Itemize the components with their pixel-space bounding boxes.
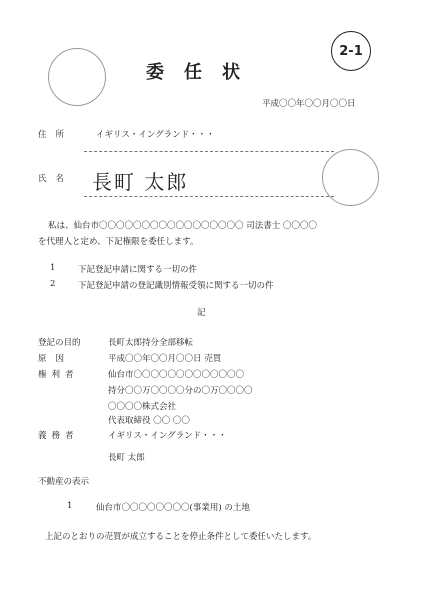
rights-holder-line-4: 代表取締役 〇〇 〇〇: [108, 416, 190, 426]
address-value: イギリス・イングランド・・・: [96, 130, 215, 140]
address-label: 住所: [38, 130, 74, 140]
property-text: 仙台市〇〇〇〇〇〇〇〇(事業用) の土地: [96, 503, 250, 513]
obligor-line-2: 長町 太郎: [108, 453, 145, 463]
rights-holder-line-3: 〇〇〇〇株式会社: [108, 402, 177, 412]
cause-label: 原因: [38, 354, 74, 364]
document-date: 平成〇〇年〇〇月〇〇日: [262, 99, 356, 109]
authority-item-2-text: 下記登記申請の登記識別情報受領に関する一切の件: [78, 281, 274, 291]
body-line-1: 私は、仙台市〇〇〇〇〇〇〇〇〇〇〇〇〇〇〇〇〇 司法書士 〇〇〇〇: [48, 221, 317, 231]
obligor-label: 義務者: [38, 431, 79, 441]
property-heading: 不動産の表示: [38, 477, 90, 487]
rights-holder-line-1: 仙台市〇〇〇〇〇〇〇〇〇〇〇〇〇: [108, 370, 245, 380]
document-title: 委任状: [146, 62, 260, 83]
address-underline: [84, 151, 334, 152]
body-line-2: を代理人と定め、下記権限を委任します。: [38, 237, 199, 247]
seal-circle-name: [322, 149, 379, 206]
principal-name: 長町 太郎: [92, 170, 189, 194]
purpose-label: 登記の目的: [38, 338, 81, 348]
seal-circle-top-left: [48, 48, 106, 106]
authority-item-1-text: 下記登記申請に関する一切の件: [78, 265, 198, 275]
authority-item-2-num: 2: [50, 279, 56, 289]
rights-holder-line-2: 持分〇〇万〇〇〇〇分の〇万〇〇〇〇: [108, 386, 253, 396]
rights-holder-label: 権利者: [38, 370, 79, 380]
page-number-badge: 2-1: [331, 31, 371, 71]
ki-heading: 記: [197, 308, 206, 318]
name-underline: [84, 196, 334, 197]
authority-item-1-num: 1: [50, 263, 56, 273]
property-num: 1: [67, 501, 73, 511]
cause-value: 平成〇〇年〇〇月〇〇日 売買: [108, 354, 222, 364]
name-label: 氏名: [38, 174, 74, 184]
purpose-value: 長町太郎持分全部移転: [108, 338, 194, 348]
obligor-line-1: イギリス・イングランド・・・: [108, 431, 227, 441]
closing-statement: 上記のとおりの売買が成立することを停止条件として委任いたします。: [45, 532, 317, 542]
